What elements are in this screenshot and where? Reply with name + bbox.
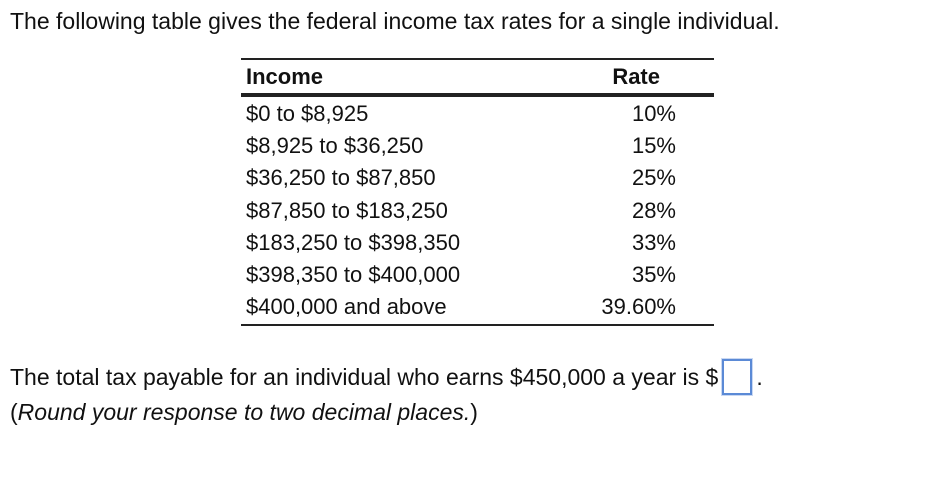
table-row bbox=[241, 163, 714, 195]
rate-cell: 10% bbox=[631, 101, 676, 126]
rate-cell: 35% bbox=[631, 261, 676, 287]
rounding-note bbox=[10, 397, 478, 427]
rate-cell: 39.60% bbox=[601, 294, 676, 320]
header-income: Income bbox=[246, 64, 324, 89]
table-row bbox=[241, 99, 714, 131]
table-row bbox=[241, 292, 714, 324]
table-bottom-rule bbox=[241, 324, 714, 326]
rate-cell: 28% bbox=[631, 197, 676, 223]
income-cell: $398,350 to $400,000 bbox=[246, 261, 461, 287]
tax-rate-table bbox=[241, 58, 714, 326]
intro-text: The following table gives the federal income tax rates for a single individual. bbox=[10, 8, 780, 34]
rate-cell: 15% bbox=[631, 133, 676, 159]
answer-input[interactable] bbox=[722, 359, 752, 395]
table-body bbox=[241, 97, 714, 324]
table-header-row bbox=[241, 60, 714, 93]
question-text: The total tax payable for an individual who earns $450,000 a year is $ bbox=[10, 364, 719, 390]
question-line bbox=[10, 359, 763, 395]
table-row bbox=[241, 131, 714, 163]
income-cell: $36,250 to $87,850 bbox=[246, 165, 436, 191]
note-close-paren: ) bbox=[470, 399, 478, 425]
note-open-paren: ( bbox=[10, 399, 18, 425]
income-cell: $183,250 to $398,350 bbox=[246, 229, 461, 255]
table-row bbox=[241, 196, 714, 228]
rate-cell: 25% bbox=[631, 165, 676, 191]
table-row bbox=[241, 228, 714, 260]
table-row bbox=[241, 260, 714, 292]
income-cell: $400,000 and above bbox=[246, 294, 447, 320]
income-cell: $0 to $8,925 bbox=[246, 101, 369, 126]
income-cell: $87,850 to $183,250 bbox=[246, 197, 448, 223]
header-rate: Rate bbox=[612, 64, 660, 89]
question-period: . bbox=[756, 364, 763, 390]
note-italic-text: Round your response to two decimal places. bbox=[17, 399, 471, 425]
rate-cell: 33% bbox=[631, 229, 676, 255]
income-cell: $8,925 to $36,250 bbox=[246, 133, 424, 159]
